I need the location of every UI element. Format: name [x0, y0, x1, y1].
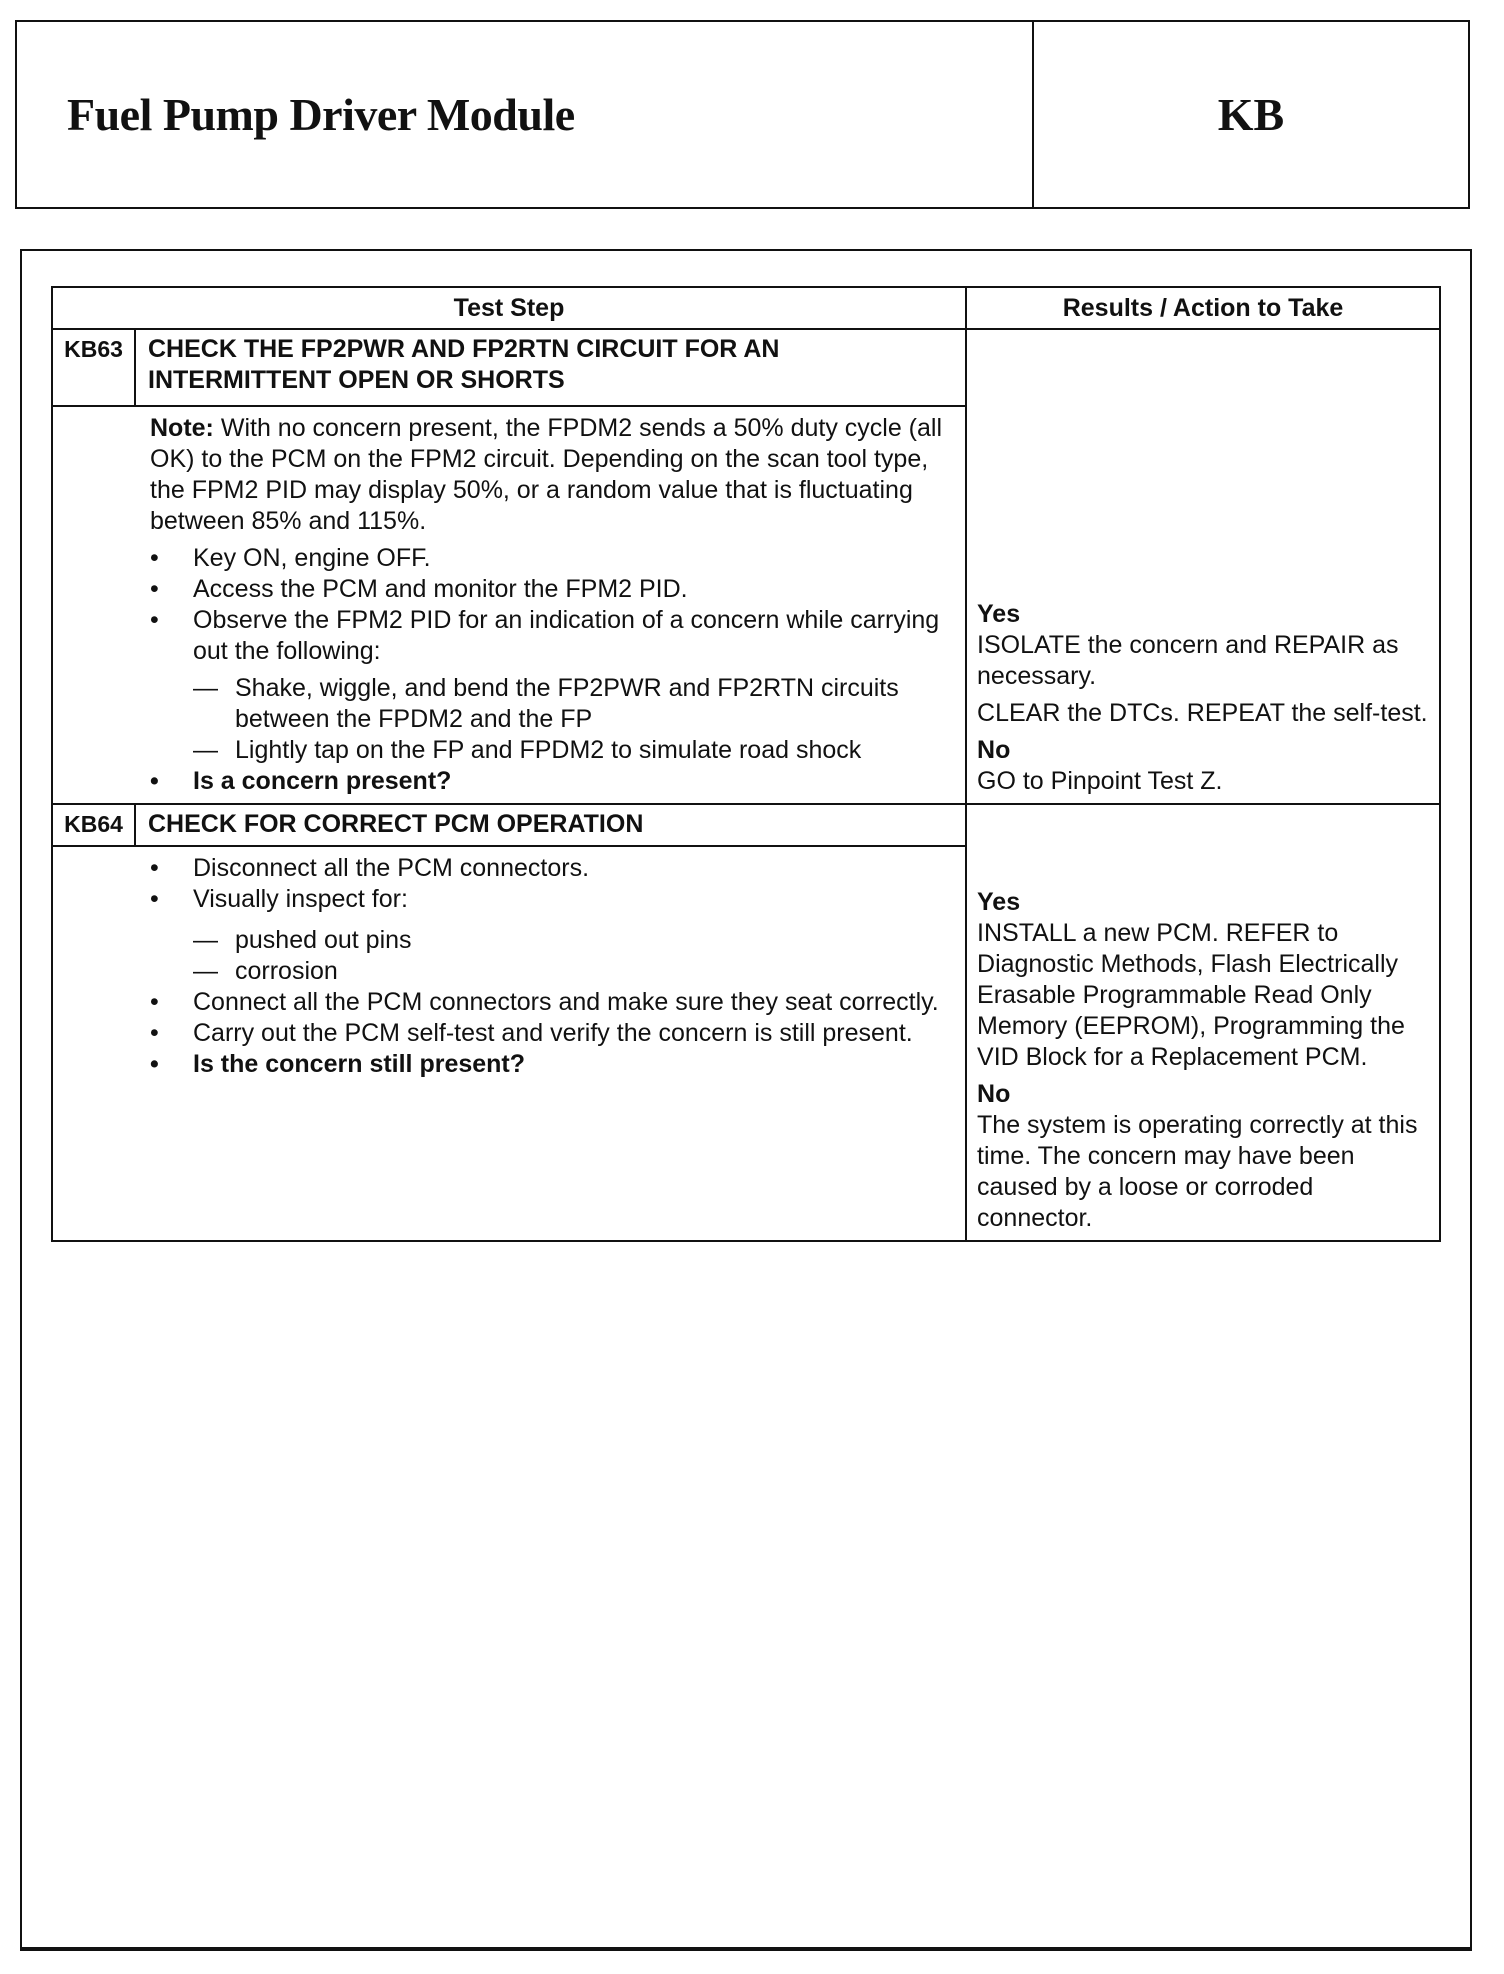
step-bullet: • Carry out the PCM self-test and verify the concern is still present. [150, 1018, 951, 1049]
step-body [52, 406, 966, 804]
step-title: CHECK THE FP2PWR AND FP2RTN CIRCUIT FOR AN INTERMITTENT OPEN OR SHORTS [135, 329, 966, 406]
step-title-row [52, 804, 1440, 846]
table-header-row [52, 287, 1440, 329]
result-no-label: No [977, 736, 1011, 764]
step-id: KB63 [52, 329, 135, 406]
result-yes-label: Yes [977, 888, 1021, 916]
test-step-table [51, 286, 1441, 1242]
step-bullet [150, 884, 951, 987]
step-title: CHECK FOR CORRECT PCM OPERATION [135, 804, 966, 846]
step-id: KB64 [52, 804, 135, 846]
column-header-results: Results / Action to Take [966, 287, 1440, 329]
note-text: With no concern present, the FPDM2 sends a 50% duty cycle (all OK) to the PCM on the FPM2 circuit. Depending on the scan tool type, the FPM2 PID may display 50%, or a random value that is fluctuating between 85% and 115%. [150, 414, 943, 535]
step-sub-item: — Shake, wiggle, and bend the FP2PWR and FP2RTN circuits between the FPDM2 and the FP [193, 673, 951, 735]
result-yes-action: INSTALL a new PCM. REFER to Diagnostic Methods, Flash Electrically Erasable Programmable Read Only Memory (EEPROM), Programming the VID Block for a Replacement PCM. [977, 919, 1405, 1071]
step-bullet: • Disconnect all the PCM connectors. [150, 853, 951, 884]
section-code: KB [1217, 89, 1285, 140]
step-sub-item: — corrosion [193, 956, 951, 987]
note-label: Note: [150, 414, 214, 442]
step-bullet-text: Observe the FPM2 PID for an indication of a concern while carrying out the following: [193, 606, 940, 665]
step-bullet [150, 605, 951, 766]
step-sub-item: — pushed out pins [193, 925, 951, 956]
step-title-row [52, 329, 1440, 406]
result-no-label: No [977, 1080, 1011, 1108]
result-yes-label: Yes [977, 600, 1021, 628]
column-header-test-step: Test Step [52, 287, 966, 329]
step-bullets [150, 543, 951, 797]
step-results [966, 329, 1440, 804]
step-sub-items [193, 925, 951, 987]
step-note [150, 413, 951, 537]
step-sub-item: — Lightly tap on the FP and FPDM2 to simulate road shock [193, 735, 951, 766]
step-bullets [150, 853, 951, 1080]
result-yes-action: CLEAR the DTCs. REPEAT the self-test. [977, 699, 1428, 727]
page-title: Fuel Pump Driver Module [67, 89, 575, 140]
step-bullet-text: Visually inspect for: [193, 885, 408, 913]
page-header [15, 20, 1470, 209]
result-no-action: The system is operating correctly at this time. The concern may have been caused by a loose or corroded connector. [977, 1111, 1418, 1232]
step-bullet: • Connect all the PCM connectors and make sure they seat correctly. [150, 987, 951, 1018]
step-bullet: • Access the PCM and monitor the FPM2 PID. [150, 574, 951, 605]
result-yes-action: ISOLATE the concern and REPAIR as necessary. [977, 631, 1399, 690]
step-sub-items [193, 673, 951, 766]
step-question: • Is a concern present? [150, 766, 951, 797]
step-body [52, 846, 966, 1241]
step-bullet: • Key ON, engine OFF. [150, 543, 951, 574]
step-question: • Is the concern still present? [150, 1049, 951, 1080]
result-no-action: GO to Pinpoint Test Z. [977, 767, 1223, 795]
step-results [966, 804, 1440, 1241]
